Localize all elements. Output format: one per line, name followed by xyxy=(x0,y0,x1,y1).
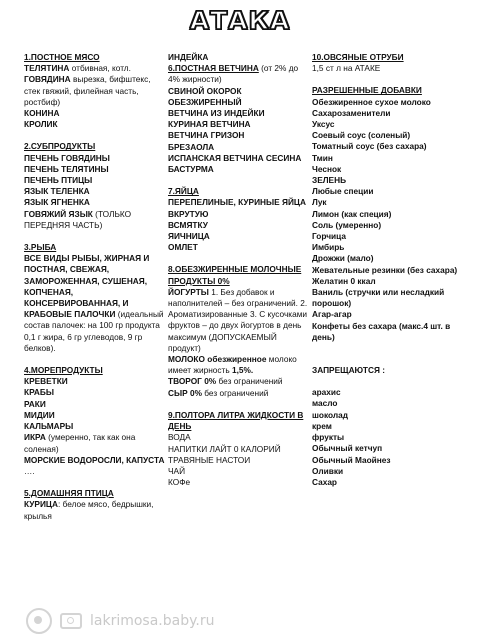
item-name: ОМЛЕТ xyxy=(168,242,198,253)
item-name: 6.ПОСТНАЯ ВЕТЧИНА xyxy=(168,63,259,74)
item-name: крем xyxy=(312,420,332,431)
item-name: ВЕТЧИНА ИЗ ИНДЕЙКИ xyxy=(168,108,265,119)
list-item xyxy=(312,287,464,309)
spacer xyxy=(312,343,464,354)
list-item xyxy=(24,399,167,410)
item-name: Лук xyxy=(312,197,327,208)
list-item xyxy=(24,499,167,521)
item-name: Соевый соус (соленый) xyxy=(312,130,411,141)
item-name: ЯЗЫК ЯГНЕНКА xyxy=(24,197,90,208)
list-item xyxy=(312,455,464,466)
item-name: МИДИИ xyxy=(24,409,55,420)
item-name: КРОЛИК xyxy=(24,119,58,130)
item-name: Ваниль (стручки или несладкий порошок) xyxy=(312,287,445,309)
item-name: БАСТУРМА xyxy=(168,164,214,175)
section-heading: 4.МОРЕПРОДУКТЫ xyxy=(24,365,103,376)
item-name: КРЕВЕТКИ xyxy=(24,376,68,387)
list-item xyxy=(312,309,464,320)
item-note: вырезка, бифштекс, стек гвяжий, филейная часть, ростбиф) xyxy=(24,74,151,107)
list-item xyxy=(168,376,311,387)
list-item xyxy=(168,287,311,354)
column-middle xyxy=(168,52,311,488)
list-item xyxy=(168,97,311,108)
list-item xyxy=(24,108,167,119)
item-name: КУРИНАЯ ВЕТЧИНА xyxy=(168,119,251,130)
list-item xyxy=(168,388,311,399)
list-item xyxy=(312,421,464,432)
item-name: ПЕЧЕНЬ ТЕЛЯТИНЫ xyxy=(24,163,109,174)
column-left xyxy=(24,52,167,522)
list-item xyxy=(312,432,464,443)
list-item xyxy=(168,242,311,253)
section-heading: 5.ДОМАШНЯЯ ПТИЦА xyxy=(24,488,114,499)
item-name: ВЕТЧИНА ГРИЗОН xyxy=(168,130,245,141)
list-item xyxy=(168,86,311,97)
list-item xyxy=(312,141,464,152)
item-note: КОФе xyxy=(168,477,191,488)
item-note: отбивная, котл. xyxy=(69,63,131,74)
item-name: 1,5%. xyxy=(231,365,254,376)
watermark xyxy=(26,608,214,634)
list-item xyxy=(168,209,311,220)
list-item xyxy=(312,63,464,74)
item-note: ТРАВЯНЫЕ НАСТОИ xyxy=(168,454,251,465)
list-item xyxy=(168,108,311,119)
item-name: Сахарозаменители xyxy=(312,107,391,118)
item-name: КАЛЬМАРЫ xyxy=(24,421,74,432)
item-name: ИСПАНСКАЯ ВЕТЧИНА СЕСИНА xyxy=(168,152,302,163)
list-item xyxy=(24,175,167,186)
item-name: арахис xyxy=(312,387,341,398)
item-name: Лимон (как специя) xyxy=(312,208,392,219)
item-note: НАПИТКИ ЛАЙТ 0 КАЛОРИЙ xyxy=(168,443,281,454)
item-name: ИНДЕЙКА xyxy=(168,52,209,62)
list-item xyxy=(24,376,167,387)
item-name: Обезжиренное сухое молоко xyxy=(312,96,431,107)
spacer xyxy=(312,74,464,85)
item-name: ВСМЯТКУ xyxy=(168,219,208,230)
spacer xyxy=(312,354,464,365)
section-heading: 7.ЯЙЦА xyxy=(168,186,199,197)
list-item xyxy=(168,63,311,85)
list-item xyxy=(24,186,167,197)
list-item xyxy=(168,455,311,466)
list-item xyxy=(312,321,464,343)
list-item xyxy=(24,209,167,231)
list-item xyxy=(312,410,464,421)
list-item xyxy=(312,443,464,454)
item-note: (умеренно, так как она соленая) xyxy=(24,432,136,454)
list-item xyxy=(168,119,311,130)
list-item xyxy=(24,432,167,454)
list-item xyxy=(168,220,311,231)
spacer xyxy=(24,354,167,365)
list-item xyxy=(312,398,464,409)
item-name: Имбирь xyxy=(312,242,345,253)
list-item xyxy=(24,74,167,108)
list-item xyxy=(168,354,311,376)
list-item xyxy=(312,209,464,220)
list-item xyxy=(24,421,167,432)
list-item xyxy=(312,97,464,108)
item-name: Томатный соус (без сахара) xyxy=(312,141,427,152)
section-heading: РАЗРЕШЕННЫЕ ДОБАВКИ xyxy=(312,85,422,96)
list-item xyxy=(168,130,311,141)
item-name: Агар-агар xyxy=(312,309,352,320)
spacer xyxy=(24,477,167,488)
item-name: Любые специи xyxy=(312,186,374,197)
list-item xyxy=(24,197,167,208)
item-note: (идеальный состав палочек: на 100 гр продукта 0,1 г жира, 6 гр углеводов, 9 гр белков). xyxy=(24,309,164,353)
item-name: Обычный Маойнез xyxy=(312,454,391,465)
list-item xyxy=(24,253,167,354)
list-item xyxy=(168,231,311,242)
list-item xyxy=(312,186,464,197)
item-note: 1. Без добавок и наполнителей – без ограничений. 2. Ароматизированные 3. С кусочками фруктов – до двух йогуртов в день максимум (ДОПУСКАЕМЫЙ продукт) xyxy=(168,286,308,353)
item-name: ВКРУТУЮ xyxy=(168,208,209,219)
list-item xyxy=(312,387,464,398)
item-name: ГОВЯЖИЙ ЯЗЫК xyxy=(24,208,93,219)
item-name: Тмин xyxy=(312,152,333,163)
list-item xyxy=(168,197,311,208)
spacer xyxy=(168,175,311,186)
section-heading: 10.ОВСЯНЫЕ ОТРУБИ xyxy=(312,52,404,62)
item-name: ЗЕЛЕНЬ xyxy=(312,175,347,186)
item-note: молоко имеет жирность xyxy=(168,354,297,376)
section-heading: 1.ПОСТНОЕ МЯСО xyxy=(24,52,100,62)
spacer xyxy=(24,130,167,141)
item-name: ЗАПРЕЩАЮТСЯ : xyxy=(312,365,385,376)
list-item xyxy=(24,153,167,164)
item-name: Сахар xyxy=(312,476,338,487)
list-item xyxy=(168,153,311,164)
list-item xyxy=(24,63,167,74)
item-note: ВОДА xyxy=(168,432,191,443)
item-name: Чеснок xyxy=(312,163,342,174)
item-name: Уксус xyxy=(312,119,335,130)
section-heading: 9.ПОЛТОРА ЛИТРА ЖИДКОСТИ В ДЕНЬ xyxy=(168,409,304,432)
item-name: ЙОГУРТЫ xyxy=(168,286,209,297)
item-name: Желатин 0 ккал xyxy=(312,275,376,286)
list-item xyxy=(24,387,167,398)
list-item xyxy=(312,242,464,253)
list-item xyxy=(312,175,464,186)
column-right xyxy=(312,52,464,488)
list-item xyxy=(312,477,464,488)
item-name: Оливки xyxy=(312,465,344,476)
list-item xyxy=(24,410,167,421)
list-item xyxy=(312,119,464,130)
item-name: БРЕЗАОЛА xyxy=(168,141,215,152)
list-item xyxy=(312,276,464,287)
list-item xyxy=(24,164,167,175)
item-name: КУРИЦА xyxy=(24,499,58,510)
item-name: СЫР 0% xyxy=(168,387,202,398)
item-name: КОНИНА xyxy=(24,108,60,119)
list-item xyxy=(168,444,311,455)
list-item xyxy=(168,142,311,153)
list-item xyxy=(168,432,311,443)
item-name: ПЕЧЕНЬ ПТИЦЫ xyxy=(24,175,93,186)
item-note: ЧАЙ xyxy=(168,465,186,476)
list-item xyxy=(312,265,464,276)
item-name: Обычный кетчуп xyxy=(312,443,383,454)
spacer xyxy=(168,399,311,410)
list-item xyxy=(312,231,464,242)
page-title: АТАКА xyxy=(189,6,291,35)
list-item xyxy=(312,365,464,376)
item-name: ЯЗЫК ТЕЛЕНКА xyxy=(24,186,90,197)
list-item xyxy=(24,455,167,477)
item-note: …. xyxy=(24,465,35,476)
list-item xyxy=(312,108,464,119)
item-note: : белое мясо, бедрышки, крылья xyxy=(24,499,154,521)
item-name: ТВОРОГ 0% xyxy=(168,376,217,387)
list-item xyxy=(312,164,464,175)
item-name: РАКИ xyxy=(24,398,46,409)
section-heading: 2.СУБПРОДУКТЫ xyxy=(24,141,96,152)
item-name: ЯИЧНИЦА xyxy=(168,231,210,242)
item-name: МОЛОКО обезжиренное xyxy=(168,354,267,365)
item-name: фрукты xyxy=(312,432,345,443)
item-note: 1,5 ст л на АТАКЕ xyxy=(312,63,381,74)
watermark-text: lakrimosa.baby.ru xyxy=(90,613,215,629)
section-heading: 8.ОБЕЗЖИРЕННЫЕ МОЛОЧНЫЕ ПРОДУКТЫ 0% xyxy=(168,264,302,286)
list-item xyxy=(168,477,311,488)
item-name: СВИНОЙ ОКОРОК xyxy=(168,85,242,96)
item-name: шоколад xyxy=(312,409,349,420)
item-name: Жевательные резинки (без сахара) xyxy=(312,264,458,275)
spacer xyxy=(24,231,167,242)
list-item xyxy=(312,220,464,231)
item-name: Соль (умеренно) xyxy=(312,219,382,230)
list-item xyxy=(168,52,311,63)
list-item xyxy=(312,197,464,208)
item-note: без ограничений xyxy=(201,387,269,398)
item-name: масло xyxy=(312,398,338,409)
item-name: МОРСКИЕ ВОДОРОСЛИ, КАПУСТА xyxy=(24,454,165,465)
site-logo-icon xyxy=(26,608,52,634)
item-name: Горчица xyxy=(312,231,346,242)
list-item xyxy=(168,164,311,175)
item-name: ПЕЧЕНЬ ГОВЯДИНЫ xyxy=(24,152,110,163)
item-note: без ограничений xyxy=(216,376,283,387)
item-name: ИКРА xyxy=(24,432,46,443)
item-name: Конфеты без сахара (макс.4 шт. в день) xyxy=(312,320,451,342)
item-note: (от 2% до 4% жирности) xyxy=(168,63,299,85)
list-item xyxy=(312,130,464,141)
item-name: ТЕЛЯТИНА xyxy=(24,63,70,74)
item-note: (ТОЛЬКО ПЕРЕДНЯЯ ЧАСТЬ) xyxy=(24,208,132,230)
item-name: ПЕРЕПЕЛИНЫЕ, КУРИНЫЕ ЯЙЦА xyxy=(168,197,306,208)
list-item xyxy=(312,153,464,164)
item-name: ОБЕЗЖИРЕННЫЙ xyxy=(168,96,242,107)
item-name: ВСЕ ВИДЫ РЫБЫ, ЖИРНАЯ И ПОСТНАЯ, СВЕЖАЯ, ЗАМОРОЖЕННАЯ, СУШЕНАЯ, КОПЧЕНАЯ, КОНСЕРВИРОВАННАЯ, И КРАБОВЫЕ ПАЛОЧКИ xyxy=(24,253,150,320)
item-name: ГОВЯДИНА xyxy=(24,74,71,85)
camera-icon xyxy=(60,613,82,629)
spacer xyxy=(312,376,464,387)
spacer xyxy=(168,253,311,264)
list-item xyxy=(24,119,167,130)
list-item xyxy=(312,466,464,477)
item-name: Дрожжи (мало) xyxy=(312,253,374,264)
list-item xyxy=(168,466,311,477)
section-heading: 3.РЫБА xyxy=(24,242,57,253)
item-name: КРАБЫ xyxy=(24,387,54,398)
list-item xyxy=(312,253,464,264)
